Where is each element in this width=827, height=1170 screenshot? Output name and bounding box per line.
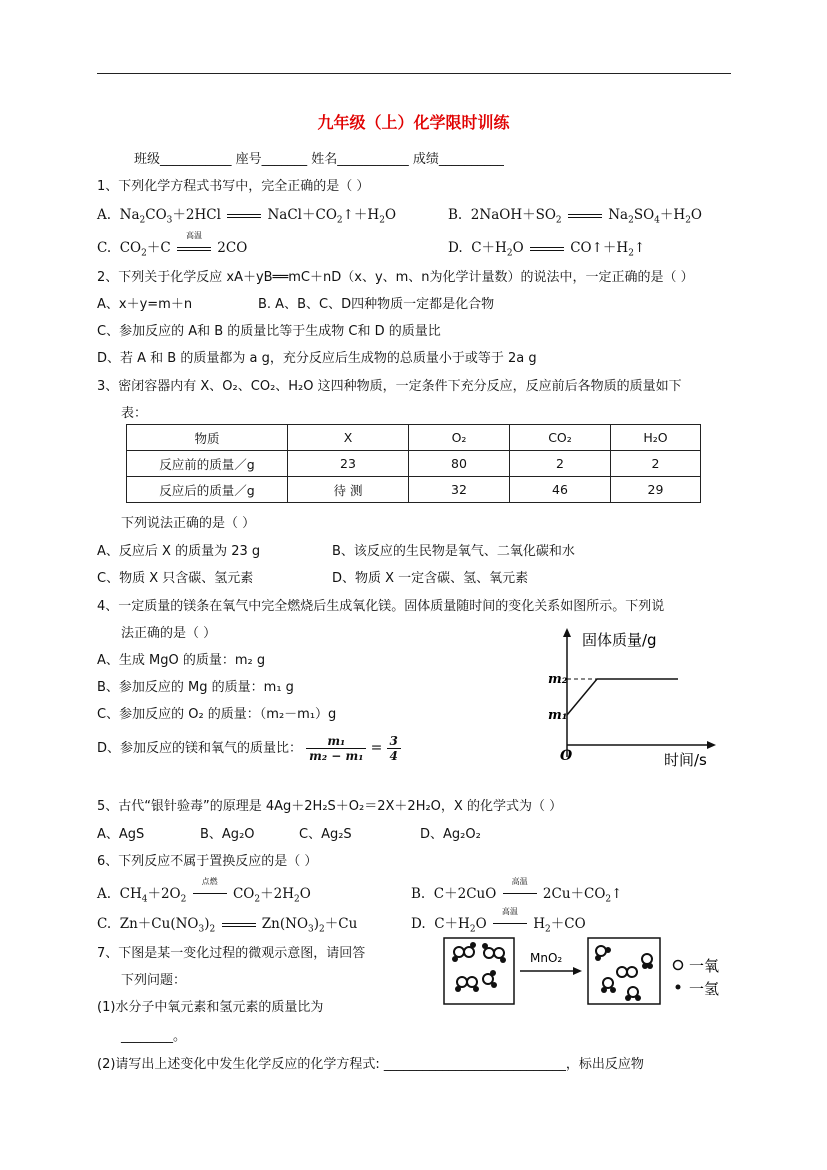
q3-option-b: B、该反应的生民物是氧气、二氧化碳和水 [332,544,575,559]
q5-option-b: B、Ag₂O [200,827,255,842]
q1-a-label: A. [97,207,112,223]
q7-question-1: (1)水分子中氧元素和氢元素的质量比为 [97,1000,324,1015]
q5-option-a: A、AgS [97,827,145,842]
q4-option-d: D、参加反应的镁和氧气的质量比： $\frac{\text{m₁}}{\text{m₂ − m₁}}$ = $\frac{3}{4}$ [97,734,401,763]
q6-c-label: C. [97,916,112,932]
table-cell: 46 [510,477,611,503]
product-box [588,938,660,1004]
table-header-cell: H₂O [611,425,701,451]
q6-stem: 6、下列反应不属于置换反应的是（ ） [97,854,318,869]
reaction-arrowhead [573,967,582,975]
table-row [127,477,701,503]
q5-option-d: D、Ag₂O₂ [420,827,481,842]
q6-b-label: B. [411,886,426,902]
q6-a-condition: 点燃 [201,877,218,886]
mass-curve [567,679,678,715]
table-cell: 32 [409,477,510,503]
table-cell: 2 [611,451,701,477]
graph-m2-label: m₂ [548,672,568,687]
q2-option-c: C、参加反应的 A和 B 的质量比等于生成物 C和 D 的质量比 [97,324,441,339]
page-title: 九年级（上）化学限时训练 [317,113,510,132]
table-header-cell: 物质 [127,425,288,451]
q2-option-d: D、若 A 和 B 的质量都为 a g，充分反应后生成物的总质量小于或等于 2a g [97,351,537,366]
q3-stem-line1: 3、密闭容器内有 X、O₂、CO₂、H₂O 这四种物质，一定条件下充分反应，反应前后各物质的质量如下 [97,379,682,394]
table-cell: 29 [611,477,701,503]
q3-option-a: A、反应后 X 的质量为 23 g [97,544,261,559]
table-cell: 80 [409,451,510,477]
q7-stem-line1: 7、下图是某一变化过程的微观示意图，请回答 [97,946,366,961]
q7-question-1-blank: ________。 [121,1029,187,1044]
q2-stem: 2、下列关于化学反应 xA＋yB══mC＋nD（x、y、m、n为化学计量数）的说法中，一定正确的是（ ） [97,270,694,285]
q1-stem: 1、下列化学方程式书写中，完全正确的是（ ） [97,179,370,194]
catalyst-label: MnO₂ [530,951,563,965]
hydrogen-atoms [452,942,506,992]
graph-origin: O [560,748,573,764]
table-cell: 待 测 [288,477,409,503]
fraction-denominator: m₂ − m₁ [309,749,364,763]
q6-d-label: D. [411,916,426,932]
q3-option-c: C、物质 X 只含碳、氢元素 [97,571,254,586]
q4-option-a: A、生成 MgO 的质量：m₂ g [97,653,266,668]
q4-stem-line2: 法正确的是（ ） [121,626,217,641]
q7-micro-diagram [442,935,742,1007]
table-cell: 反应后的质量／g [127,477,288,503]
table-row [127,451,701,477]
q2-option-b: B. A、B、C、D四种物质一定都是化合物 [258,297,495,312]
q1-d-label: D. [448,240,463,256]
table-header-cell: O₂ [409,425,510,451]
ratio-fraction [387,734,401,763]
fraction-numerator: 3 [387,734,401,749]
q1-c-label: C. [97,240,112,256]
table-cell: 2 [510,451,611,477]
q1-b-label: B. [448,207,463,223]
table-header-cell: X [288,425,409,451]
q3-prompt: 下列说法正确的是（ ） [121,516,256,531]
q5-stem: 5、古代“银针验毒”的原理是 4Ag＋2H₂S＋O₂＝2X＋2H₂O，X 的化学式为（ ） [97,799,563,814]
q4-option-b: B、参加反应的 Mg 的质量：m₁ g [97,680,294,695]
q6-a-label: A. [97,886,112,902]
q1-option-b: B. $2NaOH+SO_2$ $Na_2SO_4+H_2O$ [448,207,702,226]
h2o2-molecules [454,947,504,987]
q6-d-condition: 高温 [501,907,518,916]
table-header-cell: CO₂ [510,425,611,451]
q5-option-c: C、Ag₂S [299,827,352,842]
oxygen-legend-icon [674,961,683,970]
q1-option-c: C. $CO_2+C$ 高温 2CO [97,231,248,259]
table-cell: 反应前的质量／g [127,451,288,477]
student-info-line: 班级___________ 座号_______ 姓名___________ 成绩__________ [134,152,504,167]
q1-c-condition: 高温 [185,231,202,240]
q3-mass-table [126,424,701,503]
fraction-denominator: 4 [389,749,398,763]
q1-option-a: A. $Na_2CO_3+2HCl$ $NaCl+CO_2↑+H_2O$ [97,207,397,226]
legend-hydrogen: 一氢 [689,980,720,998]
top-rule [97,73,731,74]
graph-m1-label: m₁ [548,708,568,723]
q6-option-d: D. $C+H_2O$ 高温 $H_2+CO$ [411,907,586,935]
q6-b-condition: 高温 [511,877,528,886]
q7-question-2: (2)请写出上述变化中发生化学反应的化学方程式: ____________________________，标出反应物 [97,1057,644,1072]
q6-option-a: A. $CH_4+2O_2$ 点燃 $CO_2+2H_2O$ [97,877,311,905]
y-axis-arrow [563,628,571,637]
table-cell: 23 [288,451,409,477]
q4-mass-time-graph [540,622,740,772]
x-axis-arrow [707,741,716,749]
q4-option-c: C、参加反应的 O₂ 的质量：（m₂－m₁）g [97,707,337,722]
table-header-row [127,425,701,451]
q4-d-text: D、参加反应的镁和氧气的质量比： [97,741,303,756]
q6-option-c: C. $Zn+Cu(NO_3)_2$ $Zn(NO_3)_2+Cu$ [97,916,358,935]
reactant-box [444,938,514,1004]
q7-stem-line2: 下列问题： [121,973,187,988]
mass-ratio-fraction [306,734,366,763]
q4-stem-line1: 4、一定质量的镁条在氧气中完全燃烧后生成氧化镁。固体质量随时间的变化关系如图所示。下列说 [97,599,665,614]
graph-xlabel: 时间/s [664,751,707,769]
legend-oxygen: 一氧 [689,957,720,975]
q3-stem-line2: 表： [121,406,148,421]
fraction-numerator: m₁ [306,734,366,749]
graph-ylabel: 固体质量/g [582,631,657,649]
hydrogen-legend-icon [676,985,681,990]
q3-option-d: D、物质 X 一定含碳、氢、氧元素 [332,571,529,586]
q6-option-b: B. C＋2CuO 高温 $2Cu+CO_2↑$ [411,877,623,905]
q1-option-d: D. $C+H_2O$ $CO↑+H_2↑$ [448,240,646,259]
q2-option-a: A、x＋y=m＋n [97,297,193,312]
